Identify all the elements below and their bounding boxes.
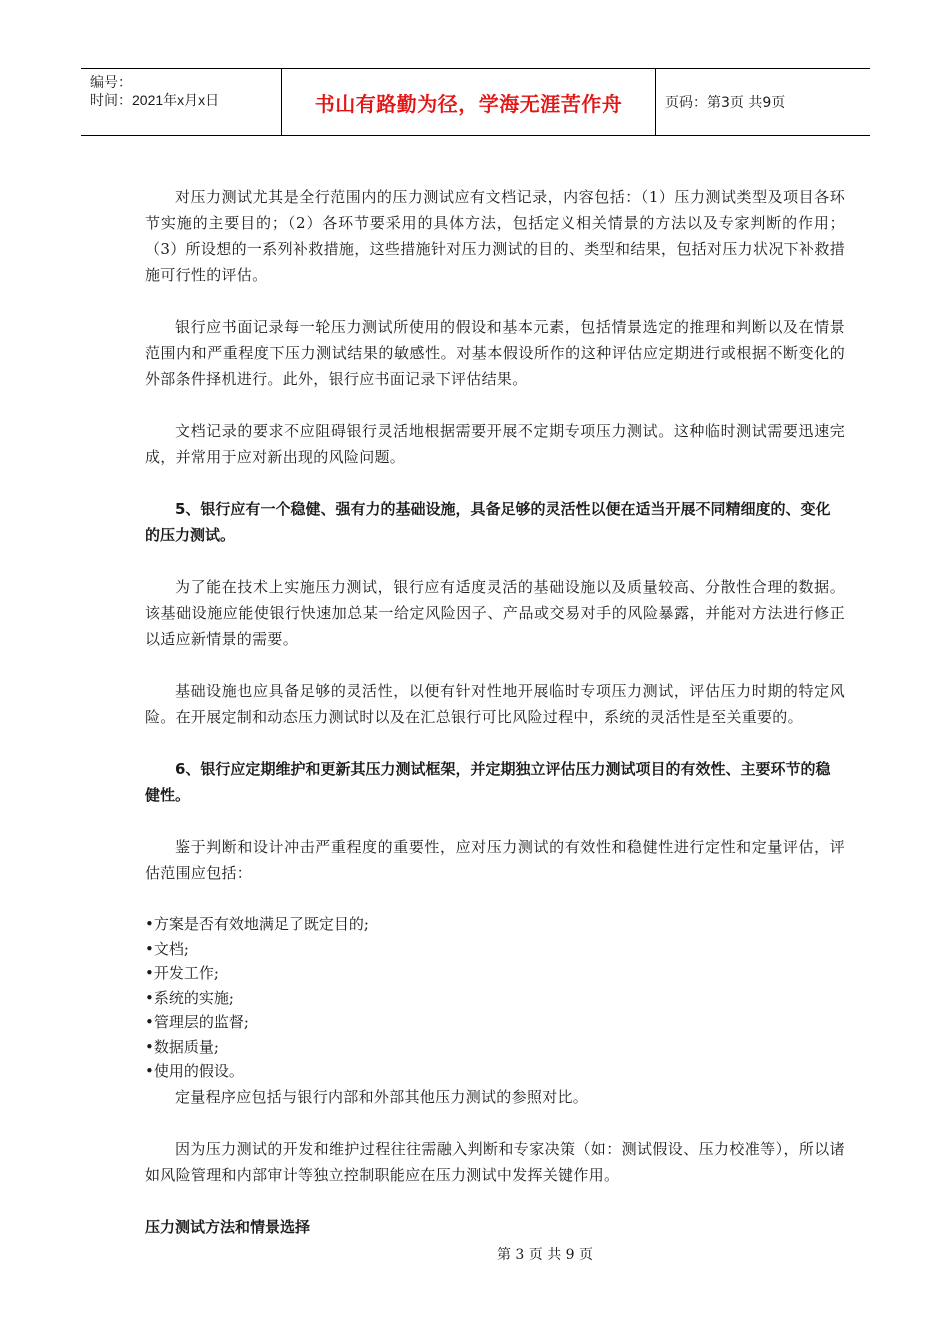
paragraph: 定量程序应包括与银行内部和外部其他压力测试的参照对比。 bbox=[175, 1087, 589, 1106]
page-header bbox=[81, 68, 870, 136]
header-page-label: 页码：第3页 共9页 bbox=[665, 95, 786, 111]
paragraph: 因为压力测试的开发和维护过程往往需融入判断和专家决策（如：测试假设、压力校准等），所以诸如风险管理和内部审计等独立控制职能应在压力测试中发挥关键作用。 bbox=[145, 1139, 845, 1184]
list-item: • 开发工作; bbox=[145, 961, 845, 986]
paragraph: 对压力测试尤其是全行范围内的压力测试应有文档记录，内容包括：（1）压力测试类型及项目各环节实施的主要目的；（2）各环节要采用的具体方法，包括定义相关情景的方法以及专家判断的作用；（3）所设想的一系列补救措施，这些措施针对压力测试的目的、类型和结果，包括对压力状况下补救措施可行性的评估。 bbox=[145, 188, 845, 284]
paragraph: 文档记录的要求不应阻碍银行灵活地根据需要开展不定期专项压力测试。这种临时测试需要迅速完成，并常用于应对新出现的风险问题。 bbox=[145, 422, 845, 466]
principle-heading-5: 5、银行应有一个稳健、强有力的基础设施，具备足够的灵活性以便在适当开展不同精细度的、变化的压力测试。 bbox=[145, 500, 831, 544]
section-title: 压力测试方法和情景选择 bbox=[145, 1217, 311, 1236]
page-footer: 第 3 页 共 9 页 bbox=[496, 1247, 594, 1263]
assessment-scope-list bbox=[145, 912, 845, 1084]
header-motto: 书山有路勤为径，学海无涯苦作舟 bbox=[282, 69, 656, 135]
header-meta bbox=[81, 69, 282, 135]
list-item: • 文档; bbox=[145, 937, 845, 962]
list-item: • 方案是否有效地满足了既定目的; bbox=[145, 912, 845, 937]
principle-heading-6: 6、银行应定期维护和更新其压力测试框架，并定期独立评估压力测试项目的有效性、主要环节的稳健性。 bbox=[145, 760, 831, 804]
list-item: • 系统的实施; bbox=[145, 986, 845, 1011]
document-number-label: 编号： bbox=[90, 74, 132, 90]
paragraph: 鉴于判断和设计冲击严重程度的重要性，应对压力测试的有效性和稳健性进行定性和定量评估，评估范围应包括： bbox=[145, 838, 845, 882]
document-time-label: 时间：2021年x月x日 bbox=[90, 92, 220, 108]
list-item: • 管理层的监督; bbox=[145, 1010, 845, 1035]
paragraph: 基础设施也应具备足够的灵活性，以便有针对性地开展临时专项压力测试，评估压力时期的特定风险。在开展定制和动态压力测试时以及在汇总银行可比风险过程中，系统的灵活性是至关重要的。 bbox=[145, 682, 845, 726]
list-item: • 数据质量; bbox=[145, 1035, 845, 1060]
list-item: • 使用的假设。 bbox=[145, 1059, 845, 1084]
document-body bbox=[145, 184, 845, 1240]
paragraph: 为了能在技术上实施压力测试，银行应有适度灵活的基础设施以及质量较高、分散性合理的数据。该基础设施应能使银行快速加总某一给定风险因子、产品或交易对手的风险暴露，并能对方法进行修正以适应新情景的需要。 bbox=[145, 578, 845, 648]
paragraph: 银行应书面记录每一轮压力测试所使用的假设和基本元素，包括情景选定的推理和判断以及在情景范围内和严重程度下压力测试结果的敏感性。对基本假设所作的这种评估应定期进行或根据不断变化的外部条件择机进行。此外，银行应书面记录下评估结果。 bbox=[145, 318, 845, 388]
